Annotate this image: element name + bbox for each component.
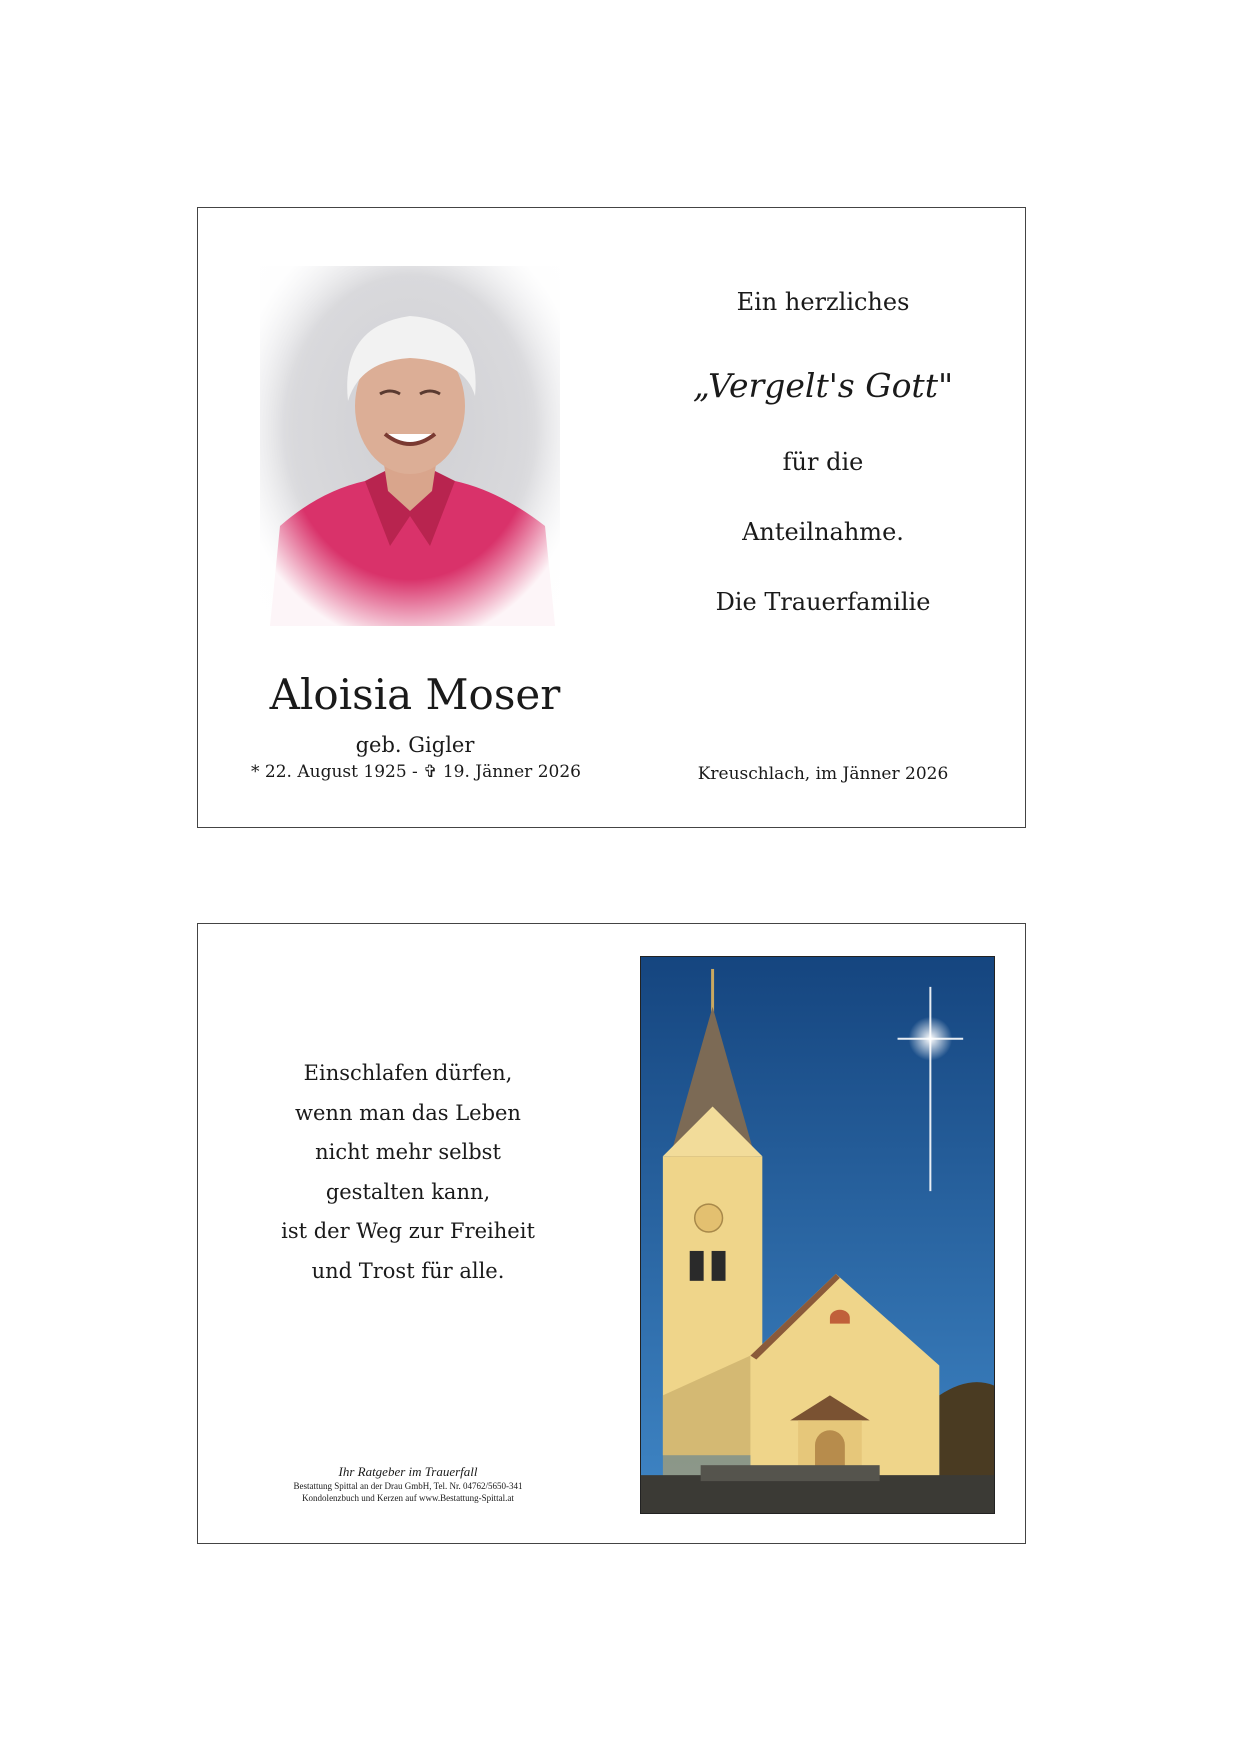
deceased-name: Aloisia Moser: [269, 670, 561, 719]
undertaker-info: [238, 1464, 578, 1504]
verse-line: und Trost für alle.: [311, 1258, 505, 1283]
thanks-line-3: für die: [782, 448, 864, 476]
church-illustration: [641, 957, 994, 1513]
verse-line: nicht mehr selbst: [315, 1140, 501, 1164]
undertaker-slogan: Ihr Ratgeber im Trauerfall: [338, 1464, 478, 1479]
thanks-line-1: Ein herzliches: [736, 288, 910, 316]
undertaker-contact: Bestattung Spittal an der Drau GmbH, Tel. Nr. 04762/5650-341: [293, 1481, 523, 1491]
verse: [238, 1054, 578, 1291]
place-date: Kreuschlach, im Jänner 2026: [697, 764, 949, 784]
verse-line: Einschlafen dürfen,: [303, 1061, 513, 1085]
life-dates: * 22. August 1925 - ✞ 19. Jänner 2026: [251, 762, 581, 782]
thanks-line-4: Anteilnahme.: [742, 518, 904, 546]
portrait-illustration: [260, 266, 560, 626]
verse-line: ist der Weg zur Freiheit: [281, 1219, 535, 1243]
thanks-line-2: „Vergelt's Gott": [692, 366, 954, 405]
memorial-card-front: [197, 207, 1026, 828]
undertaker-website: Kondolenzbuch und Kerzen auf www.Bestattung-Spittal.at: [302, 1493, 514, 1503]
church-photo: [640, 956, 995, 1514]
maiden-name: geb. Gigler: [355, 733, 475, 757]
memorial-card-back: [197, 923, 1026, 1544]
verse-line: gestalten kann,: [325, 1179, 491, 1204]
portrait-photo: [260, 266, 560, 626]
verse-line: wenn man das Leben: [295, 1100, 521, 1125]
signature-family: Die Trauerfamilie: [715, 588, 931, 616]
